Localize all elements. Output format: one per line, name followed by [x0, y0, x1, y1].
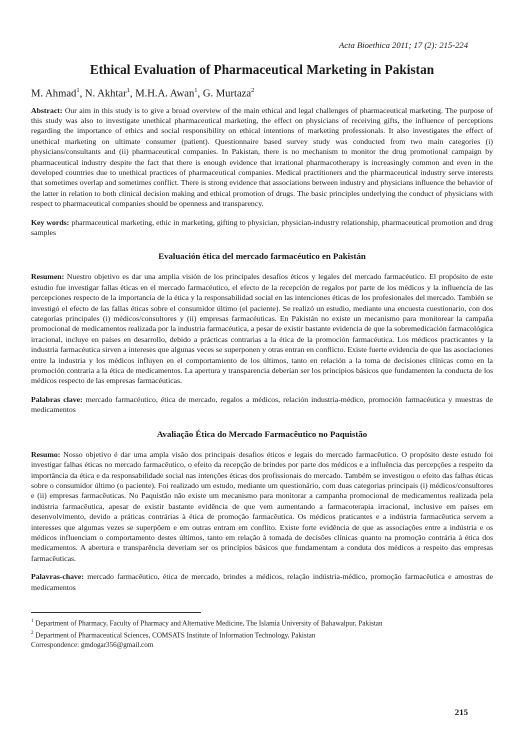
article-body: [31, 62, 493, 593]
author-name: G. Murtaza: [202, 88, 252, 100]
keywords-portuguese: [31, 572, 493, 593]
palavras-chave-text: mercado farmacêutico, ética de mercado, brindes a médicos, relação indústria-médico, promoção farmacêutica e amostras de medicamentos: [31, 572, 494, 592]
author-separator: ,: [197, 88, 203, 100]
author-name: M.H.A. Awan: [135, 88, 195, 100]
abstract-spanish: [31, 272, 493, 386]
author-affiliation-mark: 2: [251, 87, 255, 94]
keywords-english: [31, 218, 493, 239]
resumo-text: Nosso objetivo é dar uma ampla visão dos principais desafios éticos e legais do mercado farmacêutico. O propósito deste estudo foi investigar falhas éticas no mercado farmacêutico, o efeito da recepção de brindes por parte dos médicos e a influência das percepções a respeito da importância da ética e da responsabilidade social nas intenções éticas dos profissionais do mercado. Também se investigou o efeito das falhas éticas sobre o consumidor último (o paciente). Foi realizado um estudo, mediante um questionário, com duas categorias principais (i) médicos/consultores e (ii) empresas farmacêuticas. No Paquistão não existe um mecanismo para monitorar a campanha promocional de medicamentos realizada pela indústria farmacêutica, apesar de existir bastante evidência de que vem aumentando a farmacoterapia irracional, inclusive em países em desenvolvimento, devido a práticas contrárias à ética de promoção farmacêutica. Os médicos praticantes e a indústria farmacêutica servem a interesses que algumas vezes se superpõem e em outras entram em conflito. Existe forte evidência de que as associações entre a indústria e os médicos influenciam o comportamento destes últimos, tanto em relação à tomada de decisões clínicas quanto na promoção contrária à ética dos medicamentos. A abertura e transparência deveriam ser os princípios básicos que fundamentam a conduta dos médicos a respeito das empresas farmacêuticas.: [31, 449, 493, 563]
footnote-mark: 1: [31, 619, 34, 624]
footnote-correspondence: [31, 641, 493, 651]
running-head: Acta Bioethica 2011; 17 (2): 215-224: [339, 40, 468, 50]
page-number: 215: [454, 707, 468, 717]
footnote-text: Department of Pharmacy, Faculty of Pharmacy and Alternative Medicine, The Islamia University of Bahawalpur, Pakistan: [35, 619, 383, 628]
portuguese-title: Avaliação Ética do Mercado Farmacêutico no Paquistão: [156, 428, 368, 439]
article-title: Ethical Evaluation of Pharmaceutical Marketing in Pakistan: [89, 62, 435, 77]
resumen-label: Resumen:: [31, 272, 65, 282]
correspondence-text: Correspondence: gmdogar356@gmail.com: [31, 640, 154, 649]
footnote-divider: [31, 612, 201, 613]
author-separator: ,: [129, 88, 136, 100]
resumo-label: Resumo:: [31, 449, 61, 459]
palabras-clave-text: mercado farmacéutico, ética de mercado, regalos a médicos, relación industria-médico, promoción farmacéutica y muestras de medicamentos: [31, 394, 493, 415]
author-separator: ,: [79, 88, 85, 100]
author-name: N. Akhtar: [84, 88, 127, 100]
abstract-portuguese: [31, 450, 493, 564]
footnote-affiliation-1: [31, 617, 493, 629]
footnotes: [31, 612, 493, 651]
footnote-text: Department of Pharmaceutical Sciences, COMSATS Institute of Information Technology, Pakistan: [35, 631, 316, 640]
abstract-english: [31, 106, 493, 210]
footnote-affiliation-2: [31, 629, 493, 641]
palabras-clave-label: Palabras clave:: [31, 394, 83, 404]
keywords-text: pharmaceutical marketing, ethic in marketing, gifting to physician, physician-industry relationship, pharmaceutical promotion and drug samples: [31, 217, 494, 237]
author-affiliation-mark: 1: [126, 87, 130, 94]
author-affiliation-mark: 1: [194, 87, 198, 94]
spanish-title: Evaluación ética del mercado farmacéutico en Pakistán: [158, 251, 366, 262]
author-affiliation-mark: 1: [76, 87, 80, 94]
palavras-chave-label: Palavras-chave:: [31, 572, 84, 582]
author-list: [31, 84, 493, 101]
keywords-label: Key words:: [31, 217, 70, 227]
author-name: M. Ahmad: [31, 88, 77, 100]
footnote-mark: 2: [31, 630, 34, 636]
keywords-spanish: [31, 395, 493, 416]
resumen-text: Nuestro objetivo es dar una amplia visión de los principales desafíos éticos y legales del mercado farmacéutico. El propósito de este estudio fue investigar fallas éticas en el mercado farmacéutico, el efecto de la recepción de regalos por parte de los médicos y la influencia de las percepciones respecto de la importancia de la ética y la responsabilidad social en las intenciones éticas de los profesionales del mercado. También se investigó el efecto de las fallas éticas sobre el consumidor último (el paciente). Se realizó un estudio, mediante una encuesta cuestionario, con dos categorías principales (i) médicos/consultores y (ii) empresas farmacéuticas. En Pakistán no existe un mecanismo para monitorear la campaña promocional de medicamentos realizada por la industria farmacéutica, a pesar de existir bastante evidencia de que la sobremedicación farmacológica irracional, incluye en países en desarrollo, debido a prácticas contrarias a la ética de la promoción farmacéutica. Los médicos practicantes y la industria farmacéutica sirven a intereses que algunas veces se superponen y otras entran en conflicto. Existe fuerte evidencia de que las asociaciones entre la industria y los médicos influyen en el comportamiento de los últimos, tanto en relación a la toma de decisiones clínicas como en la promoción contraria a la ética de medicamentos. La apertura y transparencia deberían ser los principios básicos que fundamenten la conducta de los médicos respecto de las empresas farmacéuticas.: [31, 272, 494, 386]
abstract-label: Abstract:: [31, 105, 63, 115]
abstract-text: Our aim in this study is to give a broad overview of the main ethical and legal challenges of pharmaceutical marketing. The purpose of this study was also to investigate unethical pharmaceutical marketing, the effect on physicians of receiving gifts, the influence of perceptions regarding the importance of ethics and social responsibility on ethical intentions of marketing professionals. It also investigates the effect of unethical marketing on ultimate consumer (patient). Questionnaire based survey study was conducted from two main categories (i) physicians/consultants and (ii) pharmaceutical companies. In Pakistan, there is no mechanism to monitor the drug promotional campaign by pharmaceutical industry despite the fact that there is enough evidence that irrational pharmacotherapy is increasingly common and even in the developed countries due to unethical practices of pharmaceutical companies. Medical practitioners and the pharmaceutical industry serve interests that sometimes overlap and sometimes conflict. There is strong evidence that associations between industry and physicians influence the behavior of the latter in relation to both clinical decision making and ethical promotion of drugs. The basic principles underlying the conduct of physicians with respect to pharmaceutical companies should be openness and transparency.: [31, 105, 494, 209]
